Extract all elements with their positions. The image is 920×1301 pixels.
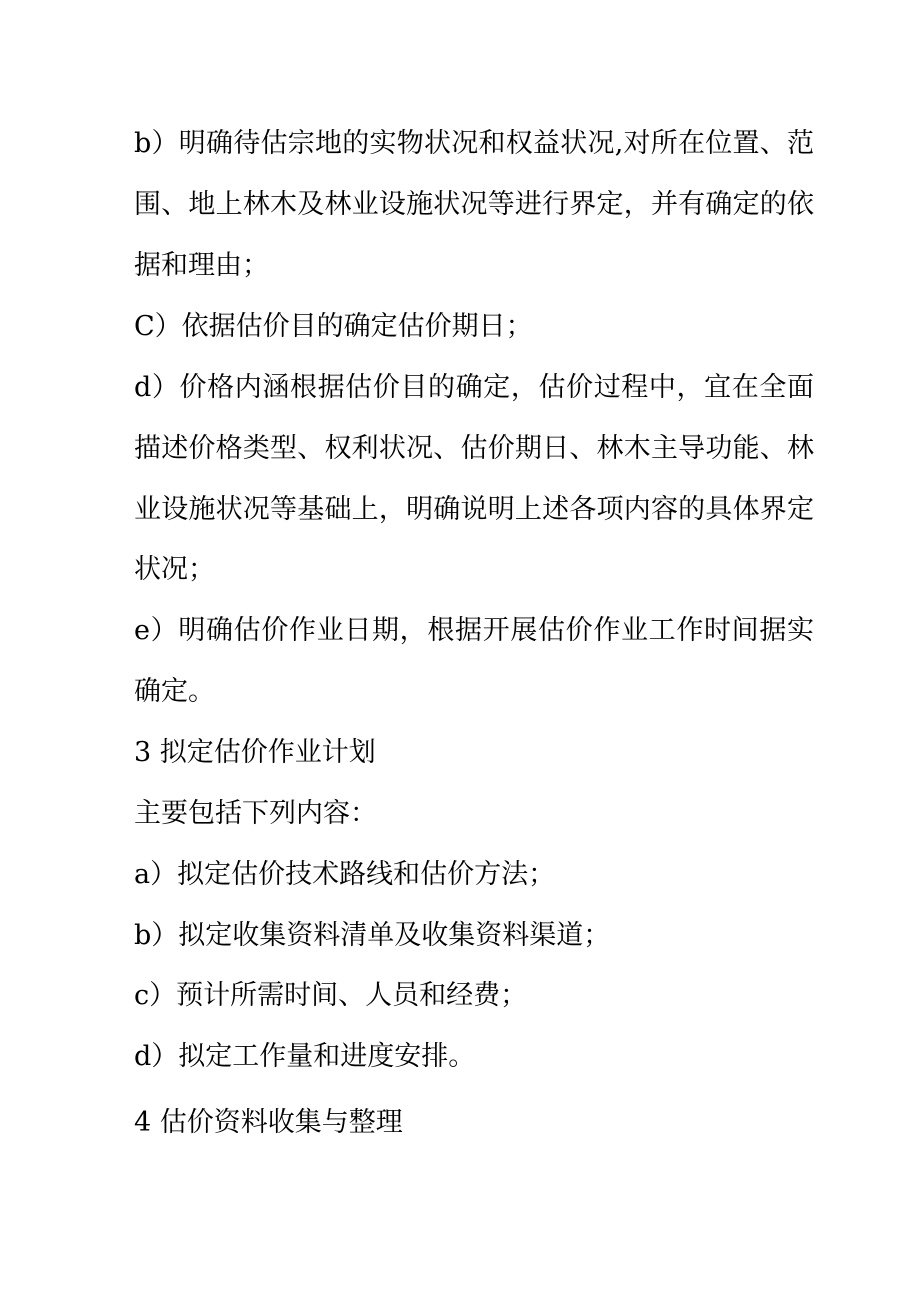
text-line: e）明确估价作业日期，根据开展估价作业工作时间据实 bbox=[134, 615, 814, 646]
section-heading: 4 估价资料收集与整理 bbox=[134, 1107, 403, 1138]
text-line: 主要包括下列内容： bbox=[134, 798, 377, 829]
text-line: 确定。 bbox=[134, 676, 215, 707]
text-line: 围、地上林木及林业设施状况等进行界定，并有确定的依 bbox=[134, 189, 814, 220]
text-line: 业设施状况等基础上，明确说明上述各项内容的具体界定 bbox=[134, 494, 814, 525]
text-line: 据和理由； bbox=[134, 250, 269, 281]
text-line: b）明确待估宗地的实物状况和权益状况,对所在位置、范 bbox=[134, 128, 814, 159]
section-heading: 3 拟定估价作业计划 bbox=[134, 737, 376, 768]
list-item: c）预计所需时间、人员和经费； bbox=[134, 980, 528, 1011]
list-item: d）拟定工作量和进度安排。 bbox=[134, 1041, 476, 1072]
list-item: b）拟定收集资料清单及收集资料渠道； bbox=[134, 920, 611, 951]
list-item: a）拟定估价技术路线和估价方法； bbox=[134, 859, 556, 890]
text-line: 状况； bbox=[134, 554, 215, 585]
text-line: 描述价格类型、权利状况、估价期日、林木主导功能、林 bbox=[134, 433, 814, 464]
text-line: d）价格内涵根据估价目的确定，估价过程中，宜在全面 bbox=[134, 372, 814, 403]
text-line: C）依据估价目的确定估价期日； bbox=[134, 311, 533, 342]
